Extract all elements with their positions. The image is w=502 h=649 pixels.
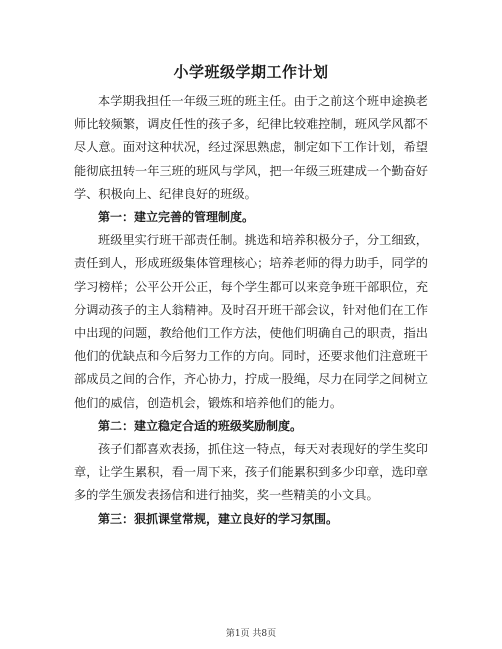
section-1-heading: 第一：建立完善的管理制度。 [98,210,255,225]
section-2-paragraph: 孩子们都喜欢表扬，抓住这一特点，每天对表现好的学生奖印章，让学生累积，看一周下来，孩子们能累积到多少印章，选印章多的学生颁发表扬信和进行抽奖，奖一些精美的小文具。 [74,442,428,503]
page-number-footer: 第1页 共8页 [225,629,277,639]
intro-paragraph: 本学期我担任一年级三班的班主任。由于之前这个班申途换老师比较频繁，调皮任性的孩子多，纪律比较难控制，班风学风都不尽人意。面对这种状况，经过深思熟虑，制定如下工作计划，希望能彻底扭转一年三班的班风与学风，把一年级三班建成一个勤奋好学、积极向上、纪律良好的班级。 [74,94,428,201]
document-body [74,90,428,531]
section-3-heading: 第三：狠抓课堂常规，建立良好的学习氛围。 [98,511,339,526]
section-1-paragraph: 班级里实行班干部责任制。挑选和培养积极分子，分工细致，责任到人，形成班级集体管理核心；培养老师的得力助手，同学的学习榜样；公平公开公正，每个学生都可以来竞争班干部职位，充分调动孩子的主人翁精神。及时召开班干部会议，针对他们在工作中出现的问题，教给他们工作方法，使他们明确自己的职责，指出他们的优缺点和今后努力工作的方向。同时，还要求他们注意班干部成员之间的合作，齐心协力，拧成一股绳，尽力在同学之间树立他们的威信，创造机会，锻炼和培养他们的能力。 [74,233,428,410]
document-title: 小学班级学期工作计划 [173,63,329,81]
section-2-heading: 第二：建立稳定合适的班级奖励制度。 [98,418,303,433]
